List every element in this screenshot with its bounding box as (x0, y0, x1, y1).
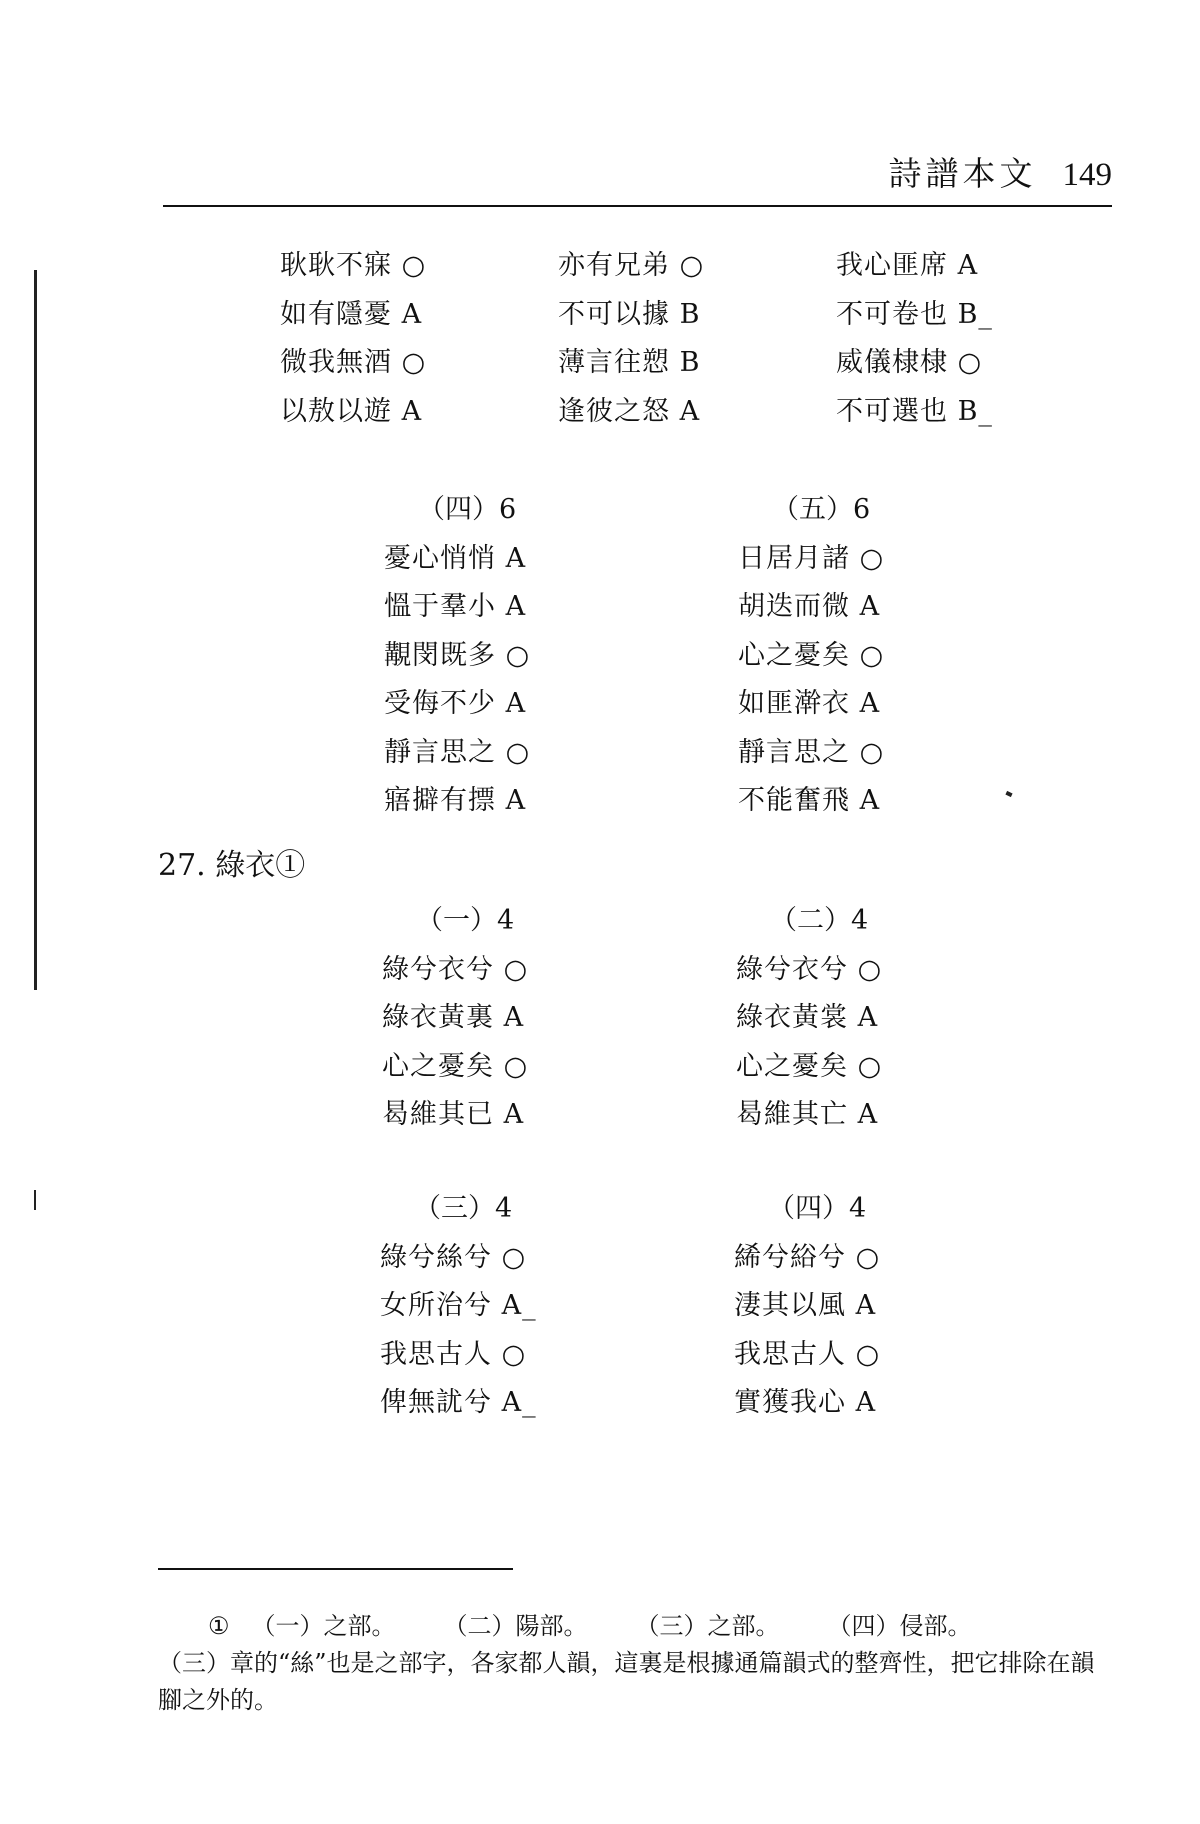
stanza-title: （一）4 (416, 905, 515, 936)
stanza-2 (736, 897, 882, 1140)
footnote (158, 1608, 1118, 1719)
verse-line: 胡迭而微 A (738, 591, 881, 622)
verse-line: 不可選也 B_ (836, 395, 993, 427)
verse-line: 受侮不少 A (384, 688, 527, 719)
verse-line: 綠衣黃裳 A (736, 1002, 879, 1033)
verse-line: 綠兮衣兮 ○ (382, 953, 529, 985)
stanza-1 (382, 897, 528, 1140)
verse-line: 不能奮飛 A (738, 785, 881, 816)
stanza-title: （三）4 (414, 1193, 513, 1224)
footnote-item: （一）之部。 (251, 1612, 396, 1640)
stanza-3 (380, 1185, 537, 1428)
verse-line: 心之憂矣 ○ (382, 1050, 529, 1082)
stanza-5 (738, 486, 884, 826)
verse-column-1 (280, 242, 426, 436)
verse-line: 女所治兮 A_ (380, 1290, 537, 1321)
verse-line: 憂心悄悄 A (384, 542, 527, 574)
verse-line: 綠兮絲兮 ○ (380, 1241, 527, 1273)
verse-line: 曷維其亡 A (736, 1099, 879, 1130)
verse-line: 綠兮衣兮 ○ (736, 953, 883, 985)
verse-line: 不可以據 B (558, 298, 701, 330)
verse-line: 曷維其已 A (382, 1099, 525, 1130)
verse-line: 絺兮綌兮 ○ (734, 1241, 881, 1273)
verse-line: 耿耿不寐 ○ (280, 250, 427, 281)
footnote-item: （四）侵部。 (827, 1612, 972, 1640)
stanza-title: （五）6 (772, 494, 871, 525)
verse-line: 俾無訧兮 A_ (380, 1387, 537, 1418)
footnote-summary (158, 1608, 1118, 1645)
verse-line: 以敖以遊 A (280, 395, 423, 427)
poem-title: 27. 綠衣① (158, 848, 306, 883)
stray-ink-mark (1005, 791, 1012, 797)
running-head-title: 詩譜本文 (888, 154, 1037, 193)
stanza-title: （四）6 (418, 494, 517, 525)
verse-line: 日居月諸 ○ (738, 542, 885, 574)
verse-line: 薄言往愬 B (558, 347, 701, 378)
verse-line: 靜言思之 ○ (738, 736, 885, 768)
verse-line: 如匪澣衣 A (738, 688, 881, 719)
footnote-item: （二）陽部。 (443, 1612, 588, 1640)
page-number: 149 (1062, 157, 1112, 193)
verse-column-2 (558, 242, 704, 436)
running-head (889, 148, 1113, 195)
verse-line: 心之憂矣 ○ (736, 1050, 883, 1082)
verse-line: 我思古人 ○ (380, 1338, 527, 1370)
verse-line: 我心匪席 A (836, 250, 979, 281)
stanza-title: （二）4 (770, 905, 869, 936)
footnote-marker: ① (208, 1612, 230, 1640)
stanza-4-poem (734, 1185, 880, 1428)
verse-column-3 (836, 242, 993, 436)
verse-line: 我思古人 ○ (734, 1338, 881, 1370)
verse-line: 綠衣黃裏 A (382, 1002, 525, 1033)
header-rule (163, 205, 1112, 207)
footnote-item: （三）之部。 (635, 1612, 780, 1640)
verse-line: 覯閔既多 ○ (384, 639, 531, 671)
verse-line: 淒其以風 A (734, 1290, 877, 1321)
verse-line: 威儀棣棣 ○ (836, 347, 983, 378)
verse-line: 微我無酒 ○ (280, 347, 427, 378)
verse-line: 寤擗有摽 A (384, 785, 527, 816)
footnote-rule (158, 1568, 513, 1570)
verse-line: 心之憂矣 ○ (738, 639, 885, 671)
page-header (0, 148, 1112, 198)
stanza-4 (384, 486, 530, 826)
verse-line: 如有隱憂 A (280, 298, 423, 330)
stanza-title: （四）4 (768, 1193, 867, 1224)
verse-line: 不可卷也 B_ (836, 298, 993, 330)
verse-line: 逢彼之怒 A (558, 395, 701, 427)
page-edge-mark (34, 1190, 36, 1210)
verse-line: 實獲我心 A (734, 1387, 877, 1418)
page-edge-mark (34, 270, 37, 990)
verse-line: 慍于羣小 A (384, 591, 527, 622)
verse-line: 靜言思之 ○ (384, 736, 531, 768)
verse-line: 亦有兄弟 ○ (558, 250, 705, 281)
footnote-text: （三）章的“絲”也是之部字，各家都人韻，這裏是根據通篇韻式的整齊性，把它排除在韻腳之外的。 (158, 1649, 1095, 1714)
